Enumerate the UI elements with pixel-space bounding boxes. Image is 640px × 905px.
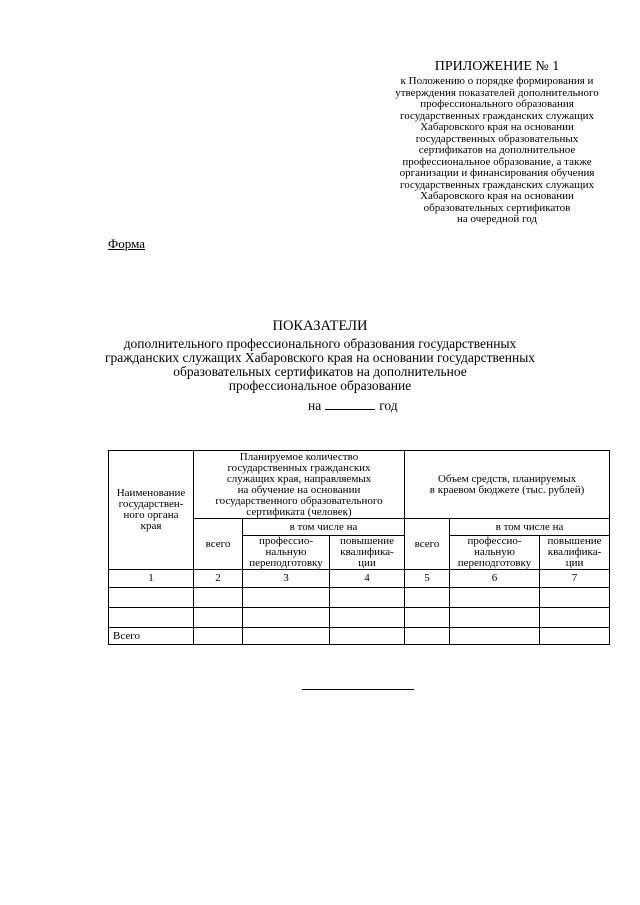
appendix-line: к Положению о порядке формирования и: [400, 75, 594, 87]
year-suffix: год: [379, 398, 398, 413]
table-cell: [405, 608, 450, 628]
header-total-count: всего: [194, 519, 243, 570]
header-text: государственного образовательного: [215, 494, 383, 507]
appendix-block: [372, 59, 622, 226]
appendix-line: государственных образовательных: [415, 132, 579, 145]
column-number: 4: [330, 570, 405, 588]
appendix-line: Хабаровского края на основании: [420, 190, 574, 202]
header-text: Объем средств, планируемых: [437, 472, 577, 485]
column-number: 7: [540, 570, 610, 588]
heading-title: ПОКАЗАТЕЛИ: [272, 318, 368, 334]
header-text: служащих края, направляемых: [226, 472, 372, 485]
appendix-line: Хабаровского края на основании: [420, 121, 574, 133]
year-blank-field: [325, 398, 375, 410]
table-cell: [330, 608, 405, 628]
appendix-line: государственных гражданских служащих: [400, 178, 594, 191]
heading-line: гражданских служащих Хабаровского края на основании государственных: [104, 350, 536, 365]
closing-separator-line: [302, 689, 414, 690]
header-text: в краевом бюджете (тыс. рублей): [429, 483, 585, 496]
appendix-title: ПРИЛОЖЕНИЕ № 1: [434, 59, 560, 74]
table-cell: [450, 608, 540, 628]
header-text: квалифика-: [547, 546, 602, 558]
header-text: нальную: [474, 546, 515, 558]
appendix-subtitle: [372, 76, 622, 226]
table-cell: [330, 628, 405, 645]
header-retraining-count: [243, 536, 330, 570]
column-number: 1: [109, 570, 194, 588]
header-qualification-budget: [540, 536, 610, 570]
heading-line: дополнительного профессионального образования государственных: [123, 336, 517, 351]
column-number: 3: [243, 570, 330, 588]
table-row: [109, 588, 610, 608]
header-text: ного органа: [123, 509, 179, 521]
table-row: [109, 608, 610, 628]
header-text: государственных гражданских: [227, 461, 371, 474]
column-number: 5: [405, 570, 450, 588]
header-text: квалифика-: [340, 546, 394, 558]
appendix-line: на очередной год: [456, 213, 538, 225]
header-planned-count: [194, 451, 405, 519]
appendix-line: профессионального образования: [420, 98, 574, 110]
header-text: Наименование: [116, 487, 186, 499]
header-retraining-budget: [450, 536, 540, 570]
column-number: 6: [450, 570, 540, 588]
table-cell: [330, 588, 405, 608]
header-text: переподготовку: [249, 557, 323, 569]
table-cell: [405, 588, 450, 608]
table-cell: [540, 628, 610, 645]
appendix-line: организации и финансирования обучения: [399, 167, 595, 179]
table-cell: [194, 608, 243, 628]
header-text: сертификата (человек): [246, 505, 352, 518]
heading-subtitle: [100, 337, 540, 393]
header-text: нальную: [265, 546, 307, 558]
table-cell: [243, 628, 330, 645]
table-cell: [450, 588, 540, 608]
header-including-budget: в том числе на: [450, 519, 610, 536]
form-label: Форма: [108, 236, 145, 251]
table-cell: [194, 588, 243, 608]
header-text: профессио-: [467, 535, 522, 547]
table-cell: [194, 628, 243, 645]
appendix-line: утверждения показателей дополнительного: [395, 86, 599, 99]
heading-line: образовательных сертификатов на дополнительное: [173, 364, 467, 379]
table-cell: [540, 588, 610, 608]
appendix-line: образовательных сертификатов: [423, 201, 571, 214]
table-cell: [109, 588, 194, 608]
header-text: Планируемое количество: [239, 450, 359, 463]
header-qualification-count: [330, 536, 405, 570]
table-cell: [450, 628, 540, 645]
document-heading: [100, 318, 540, 393]
total-row: [109, 628, 610, 645]
column-number: 2: [194, 570, 243, 588]
header-total-budget: всего: [405, 519, 450, 570]
table-header-row: [109, 451, 610, 519]
appendix-line: государственных гражданских служащих: [400, 109, 594, 122]
header-organ-name: [109, 451, 194, 570]
year-prefix: на: [308, 398, 322, 413]
header-text: повышение: [340, 535, 394, 547]
table-cell: [243, 588, 330, 608]
header-text: государствен-: [118, 498, 184, 510]
heading-line: профессиональное образование: [228, 378, 412, 393]
year-line: [308, 398, 398, 414]
indicators-table: [108, 450, 610, 645]
header-text: ции: [565, 557, 584, 569]
header-text: переподготовку: [457, 557, 532, 569]
total-label: Всего: [109, 628, 194, 645]
header-budget-volume: [405, 451, 610, 519]
header-text: профессио-: [259, 535, 313, 547]
header-including-count: в том числе на: [243, 519, 405, 536]
table-cell: [405, 628, 450, 645]
column-number-row: [109, 570, 610, 588]
appendix-line: сертификатов на дополнительное: [418, 144, 576, 156]
table-cell: [540, 608, 610, 628]
table-cell: [109, 608, 194, 628]
header-text: ции: [358, 557, 376, 569]
table-cell: [243, 608, 330, 628]
header-text: повышение: [547, 535, 602, 547]
appendix-line: профессиональное образование, а также: [402, 155, 592, 168]
header-text: края: [140, 520, 162, 532]
header-text: на обучение на основании: [237, 483, 361, 496]
